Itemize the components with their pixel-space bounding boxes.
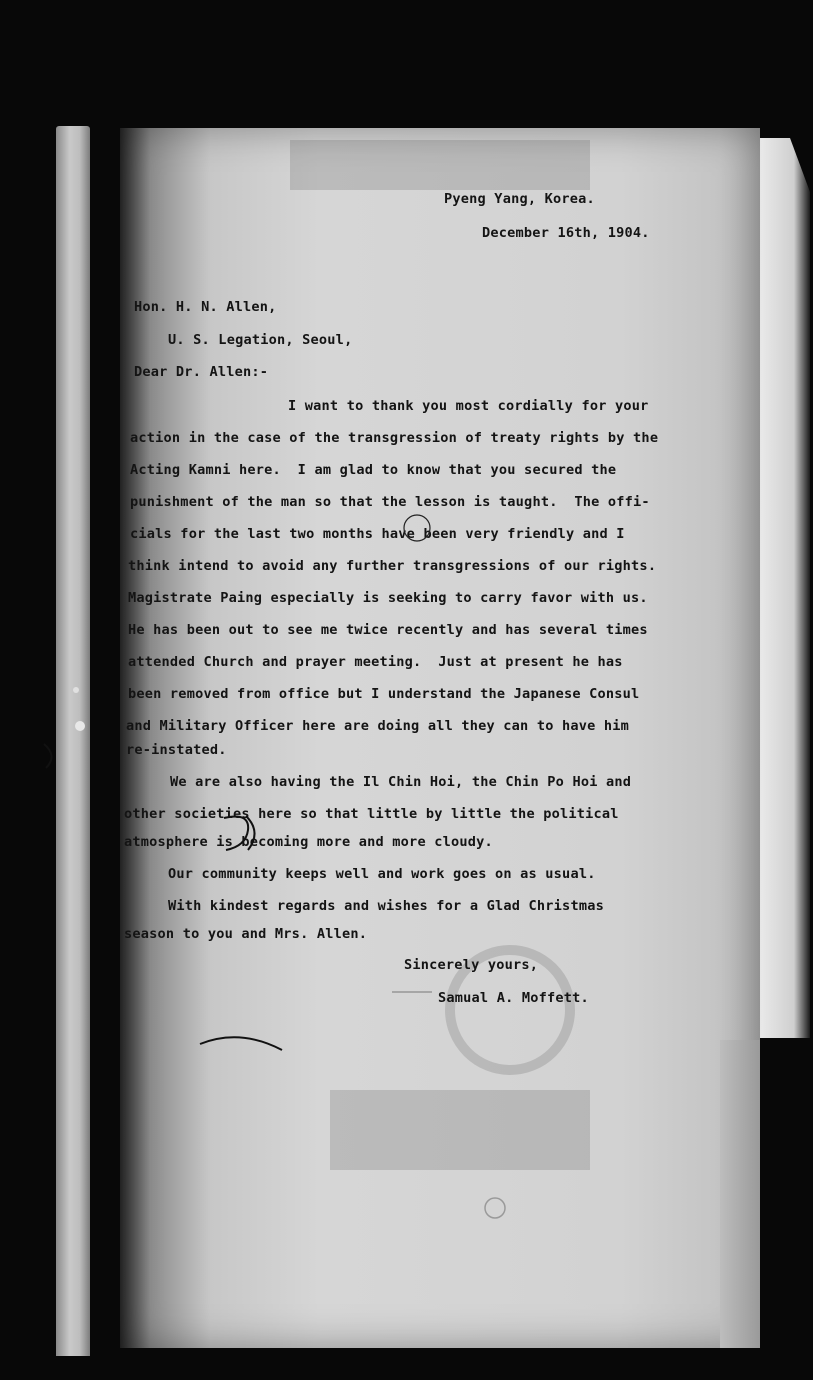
body-line: Our community keeps well and work goes on as usual. <box>168 866 596 882</box>
body-line: re-instated. <box>126 742 227 758</box>
body-line: other societies here so that little by little the political <box>124 806 619 822</box>
body-line: We are also having the Il Chin Hoi, the Chin Po Hoi and <box>170 774 632 790</box>
letter-place: Pyeng Yang, Korea. <box>444 191 595 207</box>
body-line: Magistrate Paing especially is seeking to carry favor with us. <box>128 590 648 606</box>
body-line: cials for the last two months have been very friendly and I <box>130 526 625 542</box>
film-strip-edge <box>56 126 90 1356</box>
body-line: attended Church and prayer meeting. Just at present he has <box>128 654 623 670</box>
salutation: Dear Dr. Allen:- <box>134 364 269 380</box>
recipient-name: Hon. H. N. Allen, <box>134 299 277 315</box>
body-line: season to you and Mrs. Allen. <box>124 926 368 942</box>
body-line: and Military Officer here are doing all they can to have him <box>126 718 630 734</box>
margin-mark <box>44 744 52 768</box>
closing: Sincerely yours, <box>404 957 539 973</box>
body-line: action in the case of the transgression of treaty rights by the <box>130 430 659 446</box>
sheet-lower-edge <box>720 1040 760 1348</box>
body-line: He has been out to see me twice recently and has several times <box>128 622 648 638</box>
body-line: atmosphere is becoming more and more cloudy. <box>124 834 493 850</box>
body-line: Acting Kamni here. I am glad to know that you secured the <box>130 462 617 478</box>
body-line: think intend to avoid any further transgressions of our rights. <box>128 558 657 574</box>
body-line: punishment of the man so that the lesson is taught. The offi- <box>130 494 650 510</box>
letter-date: December 16th, 1904. <box>482 225 650 241</box>
body-line: I want to thank you most cordially for your <box>288 398 649 414</box>
recipient-address: U. S. Legation, Seoul, <box>168 332 353 348</box>
body-line: been removed from office but I understand the Japanese Consul <box>128 686 640 702</box>
signature: Samual A. Moffett. <box>438 990 589 1006</box>
body-line: With kindest regards and wishes for a Glad Christmas <box>168 898 604 914</box>
letterhead-show-through <box>250 130 670 1230</box>
